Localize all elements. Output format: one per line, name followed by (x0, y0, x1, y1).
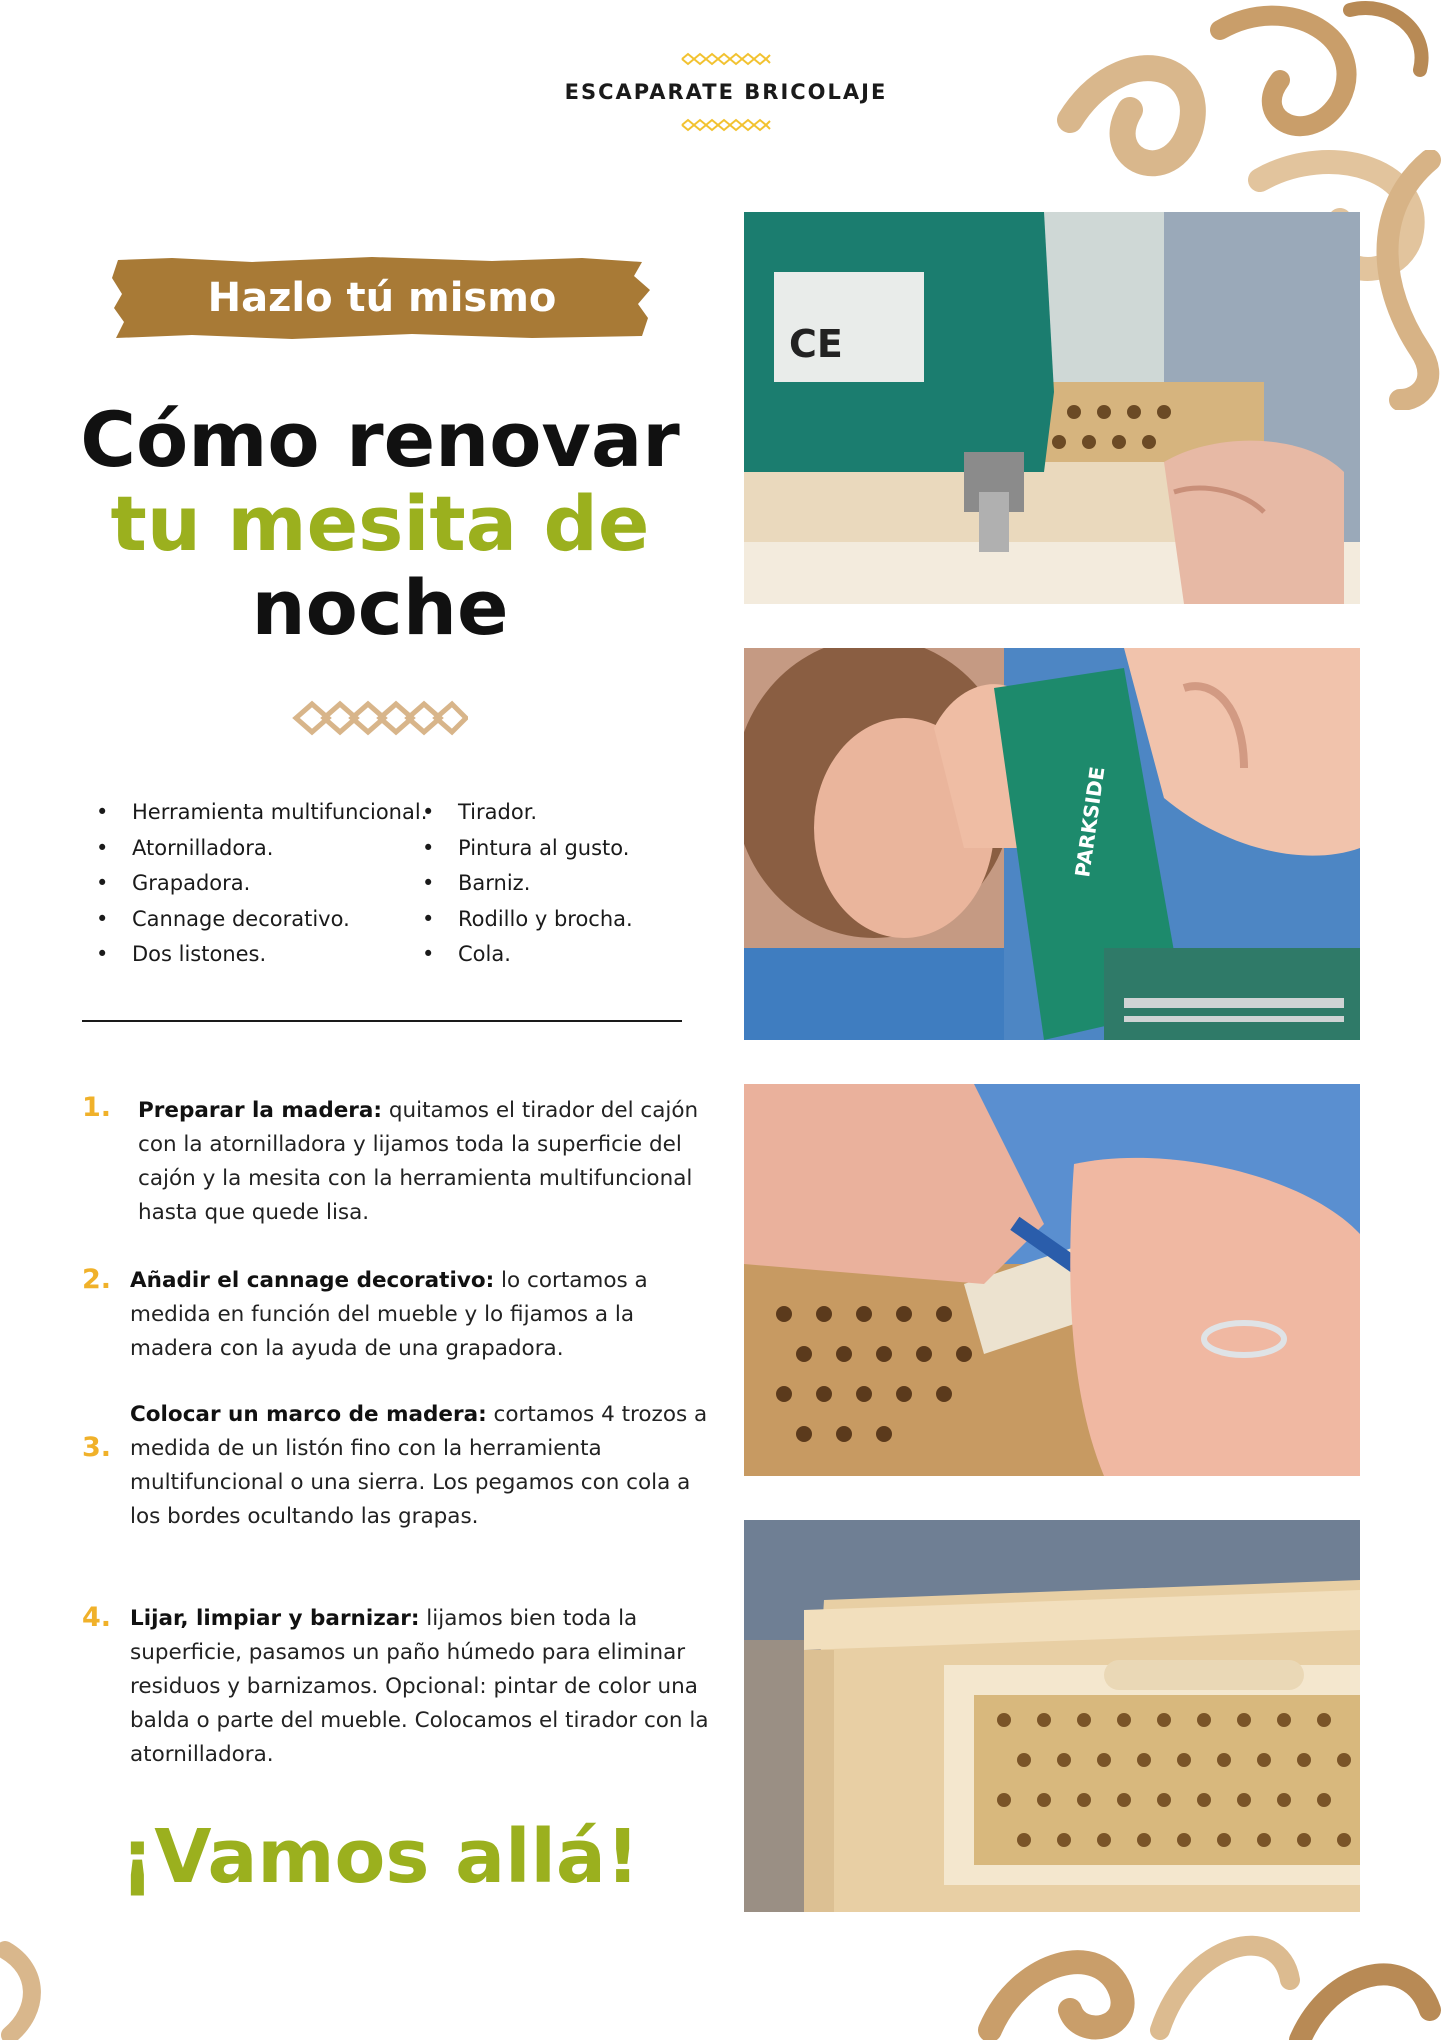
step-title: Colocar un marco de madera: (130, 1402, 487, 1427)
photo-stapler-closeup (744, 212, 1360, 604)
title-line-2: tu mesita de (110, 479, 650, 568)
divider-line (82, 1020, 682, 1022)
title-line-3: noche (251, 563, 509, 652)
step-text (130, 1264, 710, 1366)
step-number: 1. (82, 1092, 112, 1123)
zigzag-ornament-top (680, 52, 772, 66)
wood-shaving-bottom-left (0, 1940, 60, 2040)
list-item: • Rodillo y brocha. (412, 902, 633, 938)
step-description: lo cortamos a medida en función del mueble y lo fijamos a la madera con la ayuda de una grapadora. (130, 1268, 648, 1361)
list-item: • Cannage decorativo. (86, 902, 427, 938)
title-line-1: Cómo renovar (80, 395, 680, 484)
wood-shaving-right (1360, 150, 1442, 410)
list-item: • Cola. (412, 937, 633, 973)
step-text (130, 1398, 710, 1534)
call-to-action: ¡Vamos allá! (120, 1814, 640, 1900)
section-title: ESCAPARATE BRICOLAJE (564, 80, 888, 104)
step-title: Añadir el cannage decorativo: (130, 1268, 495, 1293)
list-item: • Pintura al gusto. (412, 831, 633, 867)
step-title: Preparar la madera: (138, 1098, 382, 1123)
parkside-brand: PARKSIDE (1070, 765, 1110, 879)
photo-woman-stapling (744, 648, 1360, 1040)
section-header (0, 52, 1442, 132)
banner-label: Hazlo tú mismo (207, 275, 557, 321)
step-number: 2. (82, 1264, 112, 1295)
list-item: • Tirador. (412, 795, 633, 831)
list-item: • Atornilladora. (86, 831, 427, 867)
list-item: • Grapadora. (86, 866, 427, 902)
diy-banner (112, 256, 652, 340)
page-title (60, 395, 700, 652)
list-item: • Barniz. (412, 866, 633, 902)
photo-marking-wood (744, 1084, 1360, 1476)
step-description: quitamos el tirador del cajón con la atornilladora y lijamos toda la superficie del cajón y la mesita con la herramienta multifuncional hasta que quede lisa. (138, 1098, 699, 1225)
step-description: lijamos bien toda la superficie, pasamos un paño húmedo para eliminar residuos y barnizamos. Opcional: pintar de color una balda o parte del mueble. Colocamos el tirador con la atornilladora. (130, 1606, 709, 1767)
list-item: • Dos listones. (86, 937, 427, 973)
step-title: Lijar, limpiar y barnizar: (130, 1606, 420, 1631)
zigzag-ornament-bottom (680, 118, 772, 132)
materials-list-right (412, 795, 633, 973)
ce-mark: CE (789, 322, 843, 366)
step-number: 3. (82, 1432, 112, 1463)
diamond-ornament (292, 698, 468, 738)
list-item: • Herramienta multifuncional. (86, 795, 427, 831)
step-text (130, 1602, 710, 1772)
step-number: 4. (82, 1602, 112, 1633)
step-description: cortamos 4 trozos a medida de un listón fino con la herramienta multifuncional o una sierra. Los pegamos con cola a los bordes ocultando las grapas. (130, 1402, 708, 1529)
photo-finished-nightstand (744, 1520, 1360, 1912)
materials-list-left (86, 795, 427, 973)
step-text (130, 1094, 718, 1230)
